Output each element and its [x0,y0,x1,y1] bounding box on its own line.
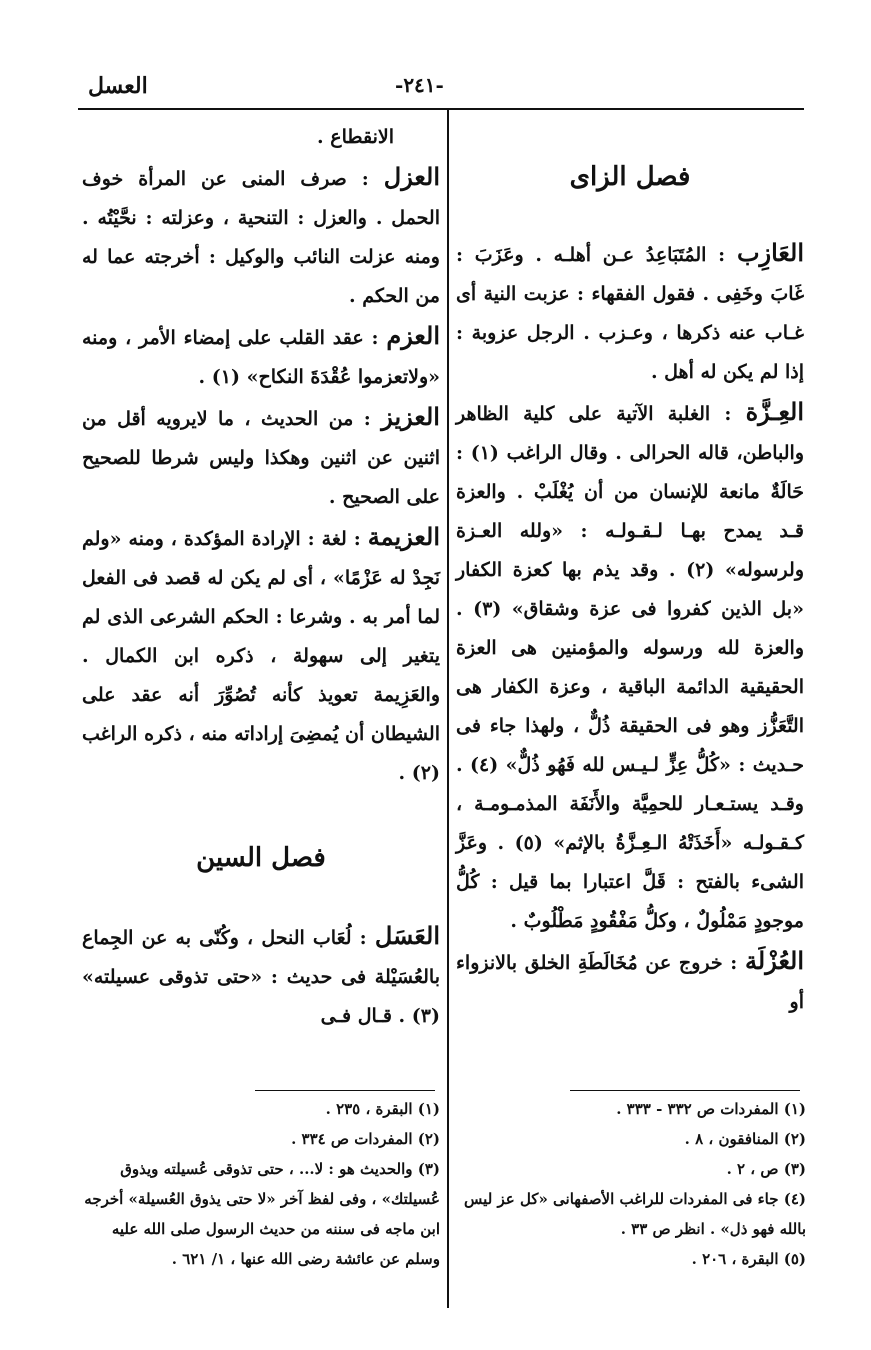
headword: العزل [383,162,440,191]
entry-al-izza [456,392,804,941]
definition: : من الحديث ، ما لايرويه أقل من اثنين عن اثنين وهكذا وليس شرطا للصحيح على الصحيح . [82,408,440,508]
footnote: (٢) المنافقون ، ٨ . [684,1130,806,1148]
headword: العزيز [381,402,440,431]
footnote: (٤) جاء فى المفردات للراغب الأصفهانى «كل عز ليس بالله فهو ذل» . انظر ص ٣٣ . [464,1190,806,1238]
footnote: (١) المفردات ص ٣٣٢ - ٣٣٣ . [616,1100,806,1118]
left-column [82,118,440,1036]
section-title-sin: فصل السين [196,843,326,873]
entry-al-azib [456,233,804,392]
footnote: (٥) البقرة ، ٢٠٦ . [691,1250,806,1268]
running-head-word: العسل [88,73,148,99]
headword: العَسَل [374,921,440,950]
footnotes-left [82,1094,440,1274]
definition: : لُعَاب النحل ، وكُنّى به عن الجِماع بالعُسَيْلة فى حديث : «حتى تذوقى عسيلته» (٣) . قـال فـى [82,927,440,1027]
entry-al-azm [82,316,440,397]
headword: العَازِب [736,238,804,267]
footnote-rule-left [255,1090,435,1091]
entry-al-aziz [82,397,440,517]
entry-al-azima [82,517,440,793]
headword: العُزْلَة [745,946,804,975]
headword: العزم [386,321,440,350]
column-divider [447,110,449,1308]
header-rule [78,108,804,110]
definition: : المُتَبَاعِدُ عـن أهلـه . وعَزَبَ : غَابَ وخَفِى . فقول الفقهاء : عزبت النية أى غـاب عنه ذكرها ، وعـزب . الرجل عزوبة : إذا لم يكن له أهل . [456,244,804,383]
definition: : خروج عن مُخَالَطَةِ الخلق بالانزواء أو [456,952,804,1013]
section-title-zay: فصل الزاى [569,162,691,192]
continuation-text: الانقطاع . [317,126,394,148]
right-column [456,118,804,1022]
definition: : صرف المنى عن المرأة خوف الحمل . والعزل : التنحية ، وعزلته : نحَّيْتُه . ومنه عزلت النائب والوكيل : أخرجته عما له من الحكم . [82,168,440,307]
footnote: (٢) المفردات ص ٣٣٤ . [291,1130,440,1148]
page-number: -٢٤١- [395,73,444,97]
headword: العزيمة [367,522,440,551]
footnote: (١) البقرة ، ٢٣٥ . [325,1100,440,1118]
definition: : لغة : الإرادة المؤكدة ، ومنه «ولم نَجِدْ له عَزْمًا» ، أى لم يكن له قصد فى الفعل لما أمر به . وشرعا : الحكم الشرعى الذى لم يتغير إلى سهولة ، ذكره ابن الكمال . والعَزِيمة تعويذ كأنه تُصُوِّرَ أنه عقد على الشيطان أن يُمضِىَ إراداته منه ، ذكره الراغب (٢) . [82,528,440,784]
entry-al-azl [82,157,440,316]
footnote: (٣) والحديث هو : لا... ، حتى تذوقى عُسيلته ويذوق عُسيلتك» ، وفى لفظ آخر «لا حتى يذوق العُسيلة» أخرجه ابن ماجه فى سننه من حديث الرسول صلى الله عليه وسلم عن عائشة رضى الله عنها ، ١/ ٦٢١ . [84,1160,440,1268]
definition: : الغلبة الآتية على كلية الظاهر والباطن، قاله الحرالى . وقال الراغب (١) : حَالَةٌ مانعة للإنسان من أن يُغْلَبْ . والعزة قـد يمدح بهـا لـقـولـه : «ولله العـزة ولرسوله» (٢) . وقد يذم بها كعزة الكفار «بل الذين كفروا فى عزة وشقاق» (٣) . والعزة لله ورسوله والمؤمنين هى العزة الحقيقية الدائمة الباقية ، وعزة الكفار هى التَّعَزُّز وهو فى الحقيقة ذُلٌّ ، ولهذا جاء فى حـديث : «كُلُّ عِزٍّ لـيـس لله فَهُو ذُلٌّ» (٤) . وقـد يستـعـار للحمِيَّة والأَنَفَة المذمـومـة ، كـقـولـه «أَخَذَتْهُ الـعِـزَّةُ بالإثم» (٥) . وعَزَّ الشىء بالفتح : قَلَّ اعتبارا بما قيل : كُلُّ موجودٍ مَمْلُولٌ ، وكلُّ مَفْقُودٍ مَطْلُوبٌ . [456,403,805,932]
entry-al-asal [82,916,440,1036]
entry-al-uzla [456,941,804,1022]
footnote: (٣) ص ، ٢ . [726,1160,806,1178]
definition: : عقد القلب على إمضاء الأمر ، ومنه «ولاتعزموا عُقْدَةَ النكاح» (١) . [82,327,440,388]
footnote-rule-right [570,1090,800,1091]
footnotes-right [456,1094,806,1274]
headword: العِـزَّة [745,397,804,426]
